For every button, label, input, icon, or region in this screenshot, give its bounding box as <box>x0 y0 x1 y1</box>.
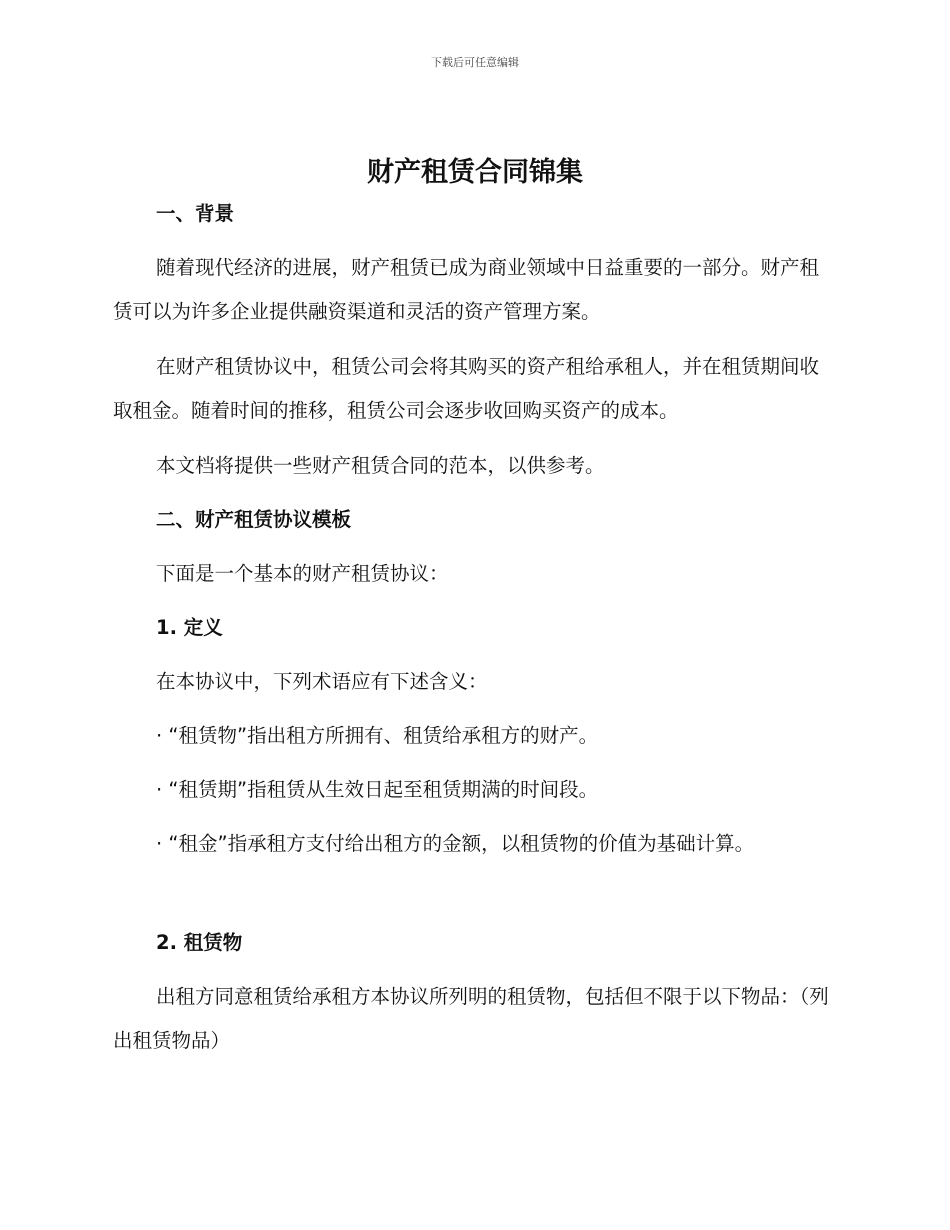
paragraph-lease-item: 出租方同意租赁给承租方本协议所列明的租赁物，包括但不限于以下物品：（列出租赁物品） <box>113 985 829 1052</box>
paragraph-background-3: 本文档将提供一些财产租赁合同的范本，以供参考。 <box>156 454 605 477</box>
subheading-lease-item: 2. 租赁物 <box>156 931 243 954</box>
header-note: 下载后可任意编辑 <box>431 56 519 69</box>
section-heading-background: 一、背景 <box>156 202 235 225</box>
definition-item: · “租金”指承租方支付给出租方的金额，以租赁物的价值为基础计算。 <box>156 832 755 855</box>
definition-item: · “租赁期”指租赁从生效日起至租赁期满的时间段。 <box>156 778 599 801</box>
document-title: 财产租赁合同锦集 <box>367 157 583 188</box>
definition-item: · “租赁物”指出租方所拥有、租赁给承租方的财产。 <box>156 724 599 747</box>
paragraph-definition-intro: 在本协议中，下列术语应有下述含义： <box>156 670 488 693</box>
subheading-definition: 1. 定义 <box>156 616 223 639</box>
paragraph-background-1: 随着现代经济的进展，财产租赁已成为商业领域中日益重要的一部分。财产租赁可以为许多企业提供融资渠道和灵活的资产管理方案。 <box>113 256 820 323</box>
paragraph-background-2: 在财产租赁协议中，租赁公司会将其购买的资产租给承租人，并在租赁期间收取租金。随着时间的推移，租赁公司会逐步收回购买资产的成本。 <box>113 355 820 422</box>
paragraph-template-intro: 下面是一个基本的财产租赁协议： <box>156 562 449 585</box>
section-heading-template: 二、财产租赁协议模板 <box>156 508 352 531</box>
